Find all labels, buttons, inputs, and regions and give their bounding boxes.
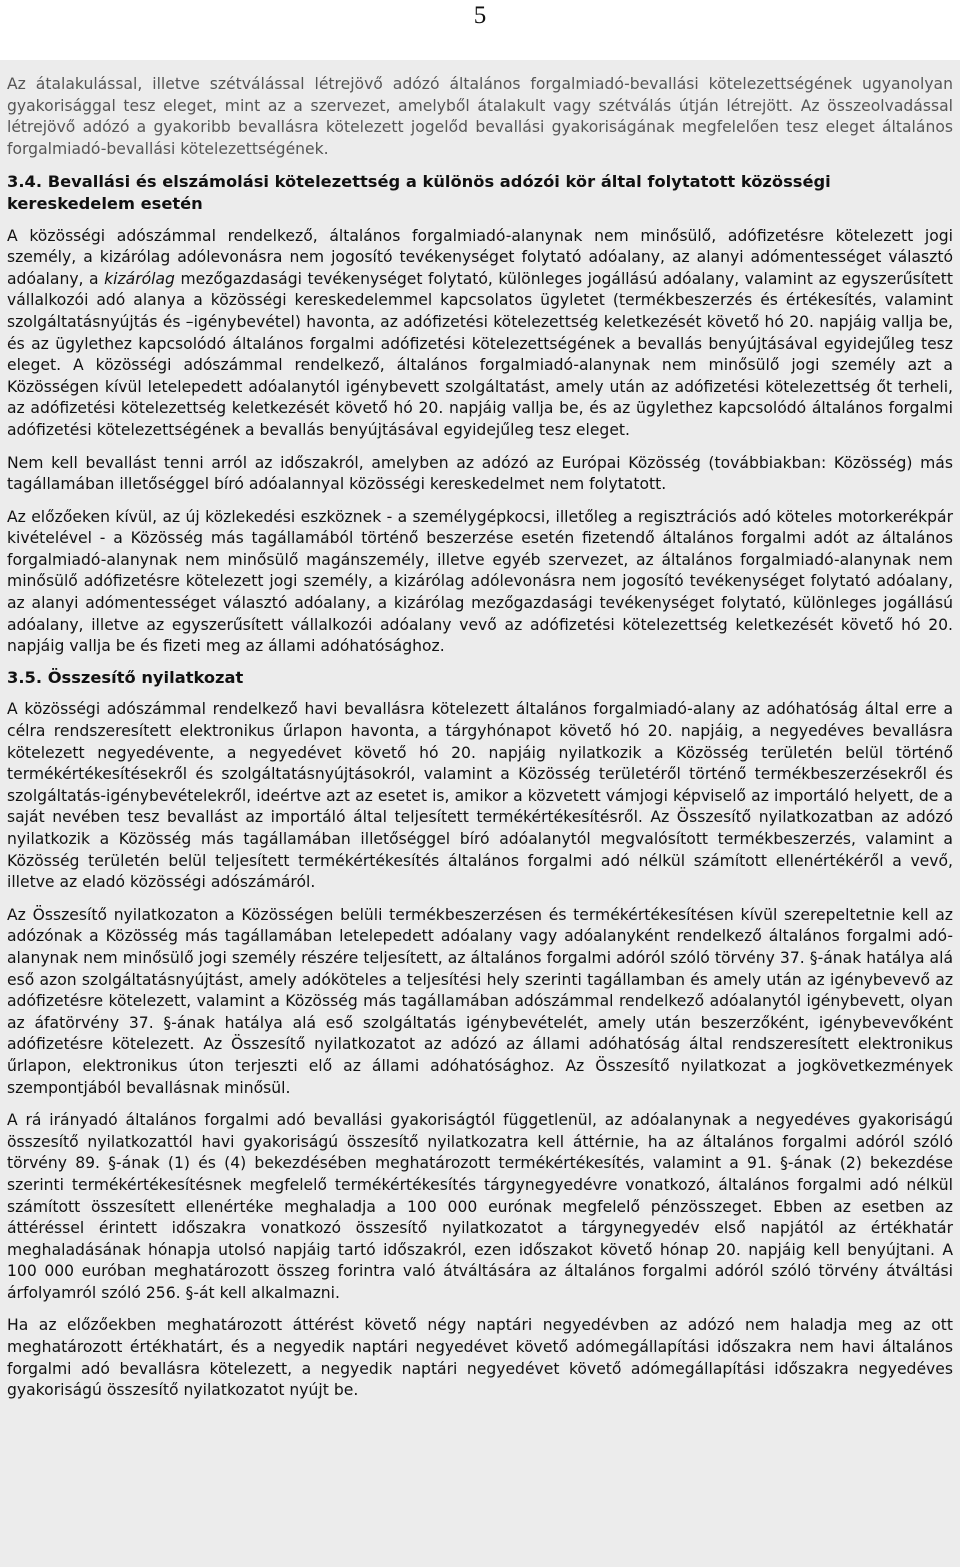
emphasized-text: kizárólag bbox=[104, 269, 175, 288]
section-3-5-paragraph-4: Ha az előzőekben meghatározott áttérést követő négy naptári negyedévben az adózó nem haladja meg az ott meghatározott értékhatárt, és a negyedik naptári negyedévet követő adómegállapítási időszakra nem havi általános forgalmi adó bevallásra kötelezett, a negyedik naptári negyedévet követő adómegállapítási időszakra negyedéves gyakoriságú összesítő nyilatkozatot nyújt be. bbox=[7, 1316, 953, 1400]
section-3-5-heading: 3.5. Összesítő nyilatkozat bbox=[7, 667, 244, 687]
intro-paragraph: Az átalakulással, illetve szétválással létrejövő adózó általános forgalmiadó-bevallási kötelezettségének ugyanolyan gyakorisággal tesz eleget, mint az a szervezet, amelyből átalakult vagy szétválás útján létrejött. Az összeolvadással létrejövő adózó a gyakoribb bevallásra kötelezett jogelőd bevallási gyakoriságának megfelelően tesz eleget általános forgalmiadó-bevallási kötelezettségének. bbox=[7, 75, 953, 158]
document-body bbox=[0, 60, 960, 1567]
section-3-4-paragraph-3: Az előzőeken kívül, az új közlekedési eszköznek - a személygépkocsi, illetőleg a regisztrációs adó köteles motorkerékpár kivételével - a Közösség más tagállamából történő beszerzése esetén fizetendő általános forgalmi adót az általános forgalmiadó-alanynak nem minősülő magánszemély, illetve egyéb szervezet, az általános forgalmiadó-alanynak nem minősülő adófizetésre kötelezett jogi személy, a kizárólag adólevonásra nem jogosító tevékenységet folytató adóalany, az alanyi adómentességet választó adóalany, a kizárólag mezőgazdasági tevékenységet folytató, különleges jogállású adóalany, illetve az egyszerűsített vállalkozói adóalany vevő az adófizetési kötelezettség keletkezését követő hó 20. napjáig vallja be és fizeti meg az állami adóhatósághoz. bbox=[7, 507, 953, 656]
section-3-4-paragraph-1 bbox=[7, 226, 953, 442]
section-3-4-heading: 3.4. Bevallási és elszámolási kötelezettség a különös adózói kör által folytatott közösségi kereskedelem esetén bbox=[7, 172, 831, 213]
section-3-5-paragraph-1: A közösségi adószámmal rendelkező havi bevallásra kötelezett általános forgalmiadó-alany az adóhatóság által erre a célra rendszeresített elektronikus űrlapon havonta, a tárgyhónapot követő hó 20. napjáig, a negyedéves bevallásra kötelezett negyedévente, a negyedévet követő hó 20. napjáig nyilatkozik a Közösség területén belül történő termékértékesítésekről és szolgáltatásnyújtásokról, valamint a Közösség területéről történő termékbeszerzésekről és szolgáltatás-igénybevételekről, ideértve azt az esetet is, amikor a közvetett vámjogi képviselő az importáló helyett, de a saját nevében tesz bevallást az importáló által teljesített termékértékesítésről. Az Összesítő nyilatkozatban az adózó nyilatkozik a Közösség más tagállamában illetőséggel bíró adóalanytól megvalósított termékbeszerzés, valamint a Közösség területén belül teljesített termékértékesítés általános forgalmi adó nélkül számított ellenértékéről a vevő, illetve az eladó közösségi adószámáról. bbox=[7, 700, 953, 892]
page-number: 5 bbox=[473, 2, 487, 29]
paragraph-text: mezőgazdasági tevékenységet folytató, különleges jogállású adóalany, valamint az egyszerűsített vállalkozói adó alanya a közösségi kereskedelemmel kapcsolatos ügyletet (termékbeszerzés és értékesítés, valamint szolgáltatásnyújtás és –igénybevétel) havonta, az adófizetési kötelezettség keletkezését követő hó 20. napjáig vallja be, és az ügylethez kapcsolódó általános forgalmi adófizetési kötelezettségének a bevallás benyújtásával egyidejűleg tesz eleget. A közösségi adószámmal rendelkező, általános forgalmiadó-alanynak nem minősülő jogi személy azt a Közösségen kívül letelepedett adóalanytól igénybevett szolgáltatást, amely után az adófizetési kötelezettség őt terheli, az adófizetési kötelezettség keletkezését követő hó 20. napjáig vallja be, és az ügylethez kapcsolódó általános forgalmi adófizetési kötelezettségének a bevallás benyújtásával egyidejűleg tesz eleget. bbox=[7, 269, 953, 439]
section-3-4-paragraph-2: Nem kell bevallást tenni arról az időszakról, amelyben az adózó az Európai Közösség (továbbiakban: Közösség) más tagállamában illetőséggel bíró adóalannyal közösségi kereskedelmet nem folytatott. bbox=[7, 453, 953, 494]
section-3-5-paragraph-3: A rá irányadó általános forgalmi adó bevallási gyakoriságtól függetlenül, az adóalanynak a negyedéves gyakoriságú összesítő nyilatkozattól havi gyakoriságú összesítő nyilatkozatra kell áttérnie, ha az általános forgalmi adóról szóló törvény 89. §-ának (1) és (4) bekezdésében meghatározott termékértékesítés, valamint a 91. §-ának (2) bekezdése szerinti termékértékesítésnek megfelelő termékértékesítés tárgynegyedévre vonatkozó, általános forgalmi adó nélkül számított összesített ellenértéke meghaladja a 100 000 eurónak megfelelő pénzösszeget. Ebben az esetben az áttéréssel érintett időszakra vonatkozó összesítő nyilatkozatot a tárgynegyedév első napjától az értékhatár meghaladásának hónapja utolsó napjáig tartó időszakról, ezen időszakot követő hónap 20. napjáig kell benyújtani. A 100 000 euróban meghatározott összeg forintra való átváltására az általános forgalmi adóról szóló törvény átváltási árfolyamról szóló 256. §-át kell alkalmazni. bbox=[7, 1111, 953, 1302]
section-3-5-paragraph-2: Az Összesítő nyilatkozaton a Közösségen belüli termékbeszerzésen és termékértékesítésen kívül szerepeltetnie kell az adózónak a Közösség más tagállamában letelepedett adóalany vagy adóalanyként rendelkező általános forgalmi adó-alanynak nem minősülő jogi személy részére teljesített, az általános forgalmi adóról szóló törvény 37. §-ának hatálya alá eső azon szolgáltatásnyújtást, amely adóköteles a teljesítési hely szerinti tagállamban és amely után az igénybevevő az adófizetésre kötelezett, valamint a Közösség más tagállamában adószámmal rendelkező adóalanytól igénybevett, olyan az áfatörvény 37. §-ának hatálya alá eső szolgáltatás igénybevételét, amely után beszerzőként, igénybevevőként adófizetésre kötelezett. Az Összesítő nyilatkozatot az adózó az állami adóhatóság által rendszeresített elektronikus űrlapon, elektronikus úton terjeszti elő az állami adóhatósághoz. Az Összesítő nyilatkozat a jogkövetkezmények szempontjából bevallásnak minősül. bbox=[7, 905, 953, 1097]
paragraph-text: A közösségi adószámmal rendelkező, általános forgalmiadó-alanynak nem minősülő, adófizetésre kötelezett jogi személy, a kizárólag adólevonásra nem jogosító tevékenységet folytató adóalany, az alanyi adómentességet választó adóalany, a bbox=[7, 226, 953, 288]
